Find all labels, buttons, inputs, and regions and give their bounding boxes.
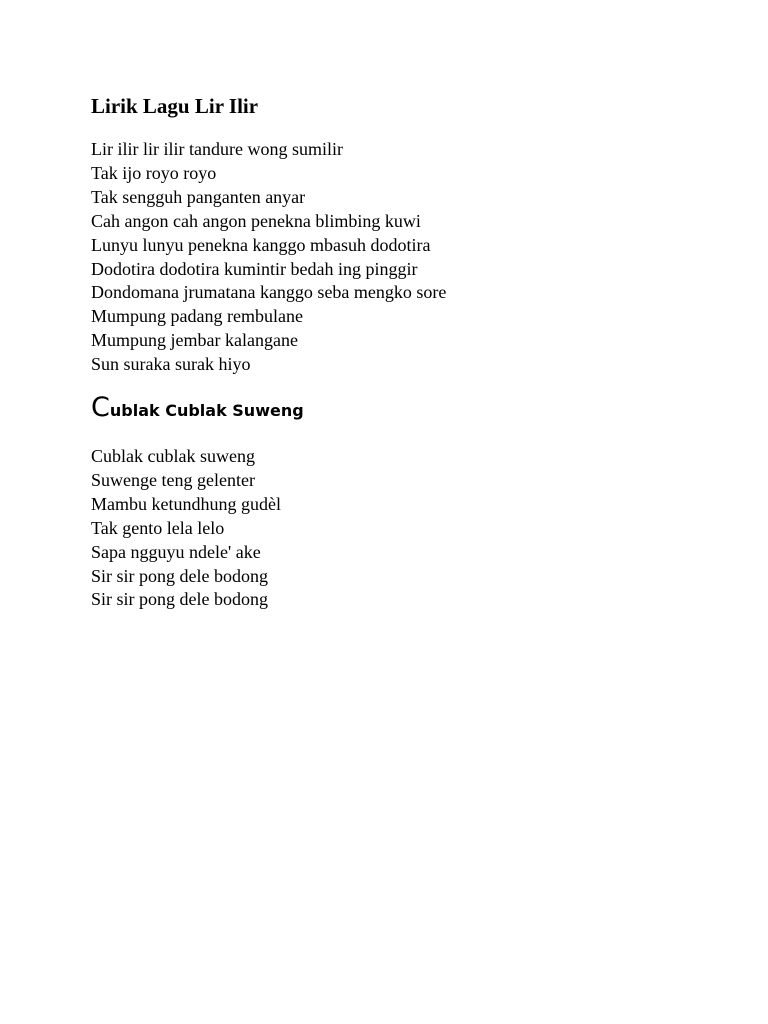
lyrics-lir-ilir [91,138,446,377]
lyric-line: Mumpung padang rembulane [91,306,303,327]
lyric-line: Tak gento lela lelo [91,517,225,538]
lyric-line: Sun suraka surak hiyo [91,354,251,375]
lyric-line: Sir sir pong dele bodong [91,589,268,610]
title-remainder: ublak Cublak Suweng [109,401,304,420]
lyric-line: Cah angon cah angon penekna blimbing kuwi [91,210,421,231]
lyric-line: Cublak cublak suweng [91,446,255,466]
song-title-cublak-cublak-suweng [91,393,304,426]
lyrics-cublak-cublak-suweng [91,445,281,612]
title-drop-cap: C [91,392,110,423]
lyric-line: Tak sengguh panganten anyar [91,186,306,207]
lyric-line: Sir sir pong dele bodong [91,565,268,586]
lyric-line: Mambu ketundhung gudèl [91,493,281,514]
lyric-line: Tak ijo royo royo [91,162,217,183]
lyric-line: Dondomana jrumatana kanggo seba mengko sore [91,282,447,303]
lyric-line: Lunyu lunyu penekna kanggo mbasuh dodotira [91,234,431,255]
lyric-line: Lir ilir lir ilir tandure wong sumilir [91,139,343,159]
lyric-line: Suwenge teng gelenter [91,469,255,490]
lyric-line: Dodotira dodotira kumintir bedah ing pinggir [91,258,418,279]
song-title-lir-ilir: Lirik Lagu Lir Ilir [91,94,259,118]
lyric-line: Mumpung jembar kalangane [91,330,298,351]
lyric-line: Sapa ngguyu ndele' ake [91,541,261,562]
